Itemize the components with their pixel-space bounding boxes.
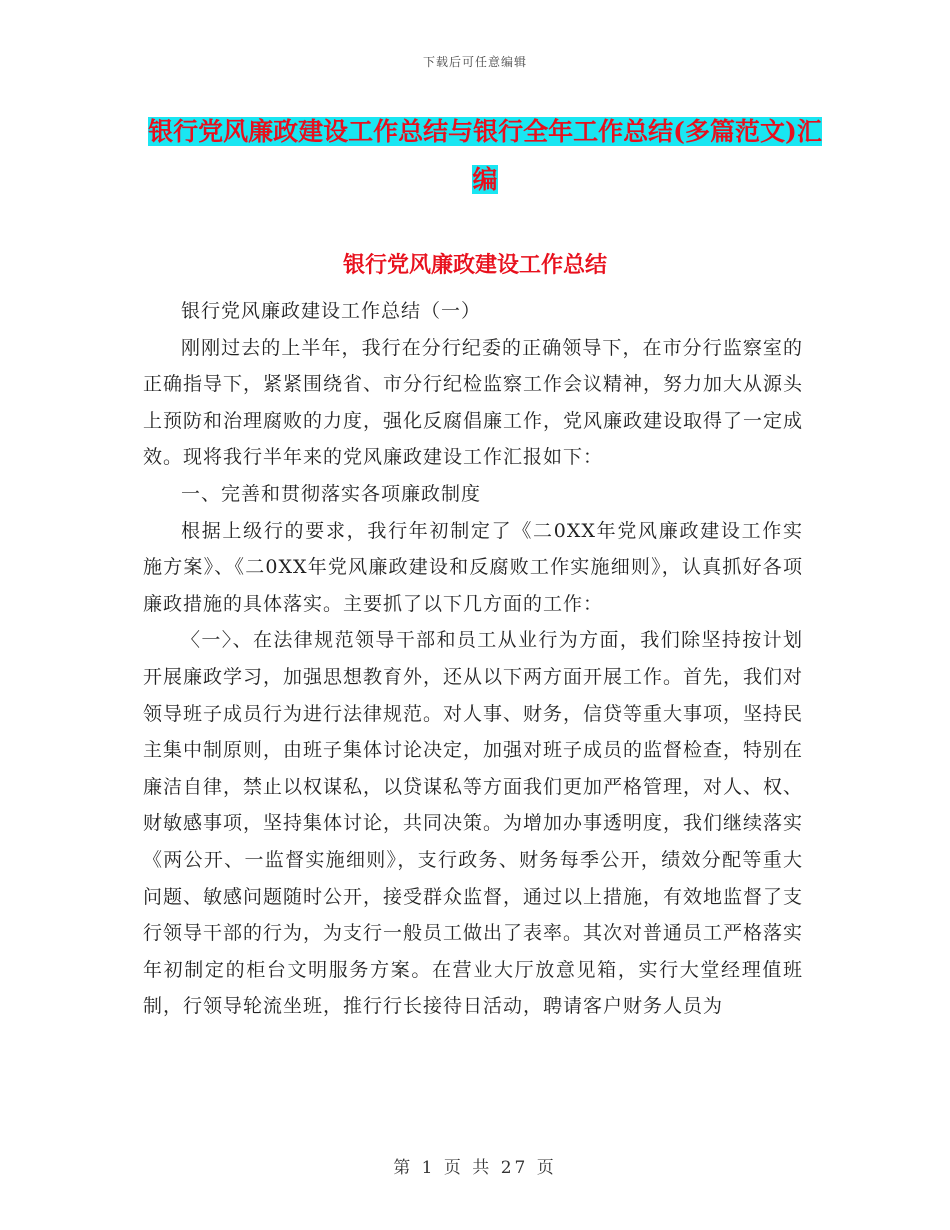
document-title-text: 银行党风廉政建设工作总结与银行全年工作总结(多篇范文)汇编 bbox=[148, 117, 822, 194]
document-body bbox=[143, 293, 803, 1025]
paragraph-subtitle: 银行党风廉政建设工作总结（一） bbox=[181, 300, 482, 322]
document-title bbox=[140, 108, 830, 204]
paragraph-heading-1: 一、完善和贯彻落实各项廉政制度 bbox=[181, 482, 482, 505]
paragraph-plan: 根据上级行的要求，我行年初制定了《二0XX年党风廉政建设工作实施方案》、《二0XX年党风廉政建设和反腐败工作实施细则》，认真抓好各项廉政措施的具体落实。主要抓了以下几方面的工作： bbox=[143, 519, 803, 615]
paragraph-intro: 刚刚过去的上半年，我行在分行纪委的正确领导下，在市分行监察室的正确指导下，紧紧围绕省、市分行纪检监察工作会议精神，努力加大从源头上预防和治理腐败的力度，强化反腐倡廉工作，党风廉政建设取得了一定成效。现将我行半年来的党风廉政建设工作汇报如下： bbox=[143, 336, 804, 469]
section-title: 银行党风廉政建设工作总结 bbox=[342, 252, 607, 278]
page-footer-number: 第 1 页 共 27 页 bbox=[393, 1158, 557, 1178]
paragraph-detail: 〈一〉、在法律规范领导干部和员工从业行为方面，我们除坚持按计划开展廉政学习，加强思想教育外，还从以下两方面开展工作。首先，我们对领导班子成员行为进行法律规范。对人事、财务，信贷等重大事项，坚持民主集中制原则，由班子集体讨论决定，加强对班子成员的监督检查，特别在廉洁自律，禁止以权谋私，以贷谋私等方面我们更加严格管理，对人、权、财敏感事项，坚持集体讨论，共同决策。为增加办事透明度，我们继续落实《两公开、一监督实施细则》，支行政务、财务每季公开，绩效分配等重大问题、敏感问题随时公开，接受群众监督，通过以上措施，有效地监督了支行领导干部的行为，为支行一般员工做出了表率。其次对普通员工严格落实年初制定的柜台文明服务方案。在营业大厅放意见箱，实行大堂经理值班制，行领导轮流坐班，推行行长接待日活动，聘请客户财务人员为 bbox=[143, 629, 804, 1018]
page-header-note: 下载后可任意编辑 bbox=[422, 55, 527, 69]
